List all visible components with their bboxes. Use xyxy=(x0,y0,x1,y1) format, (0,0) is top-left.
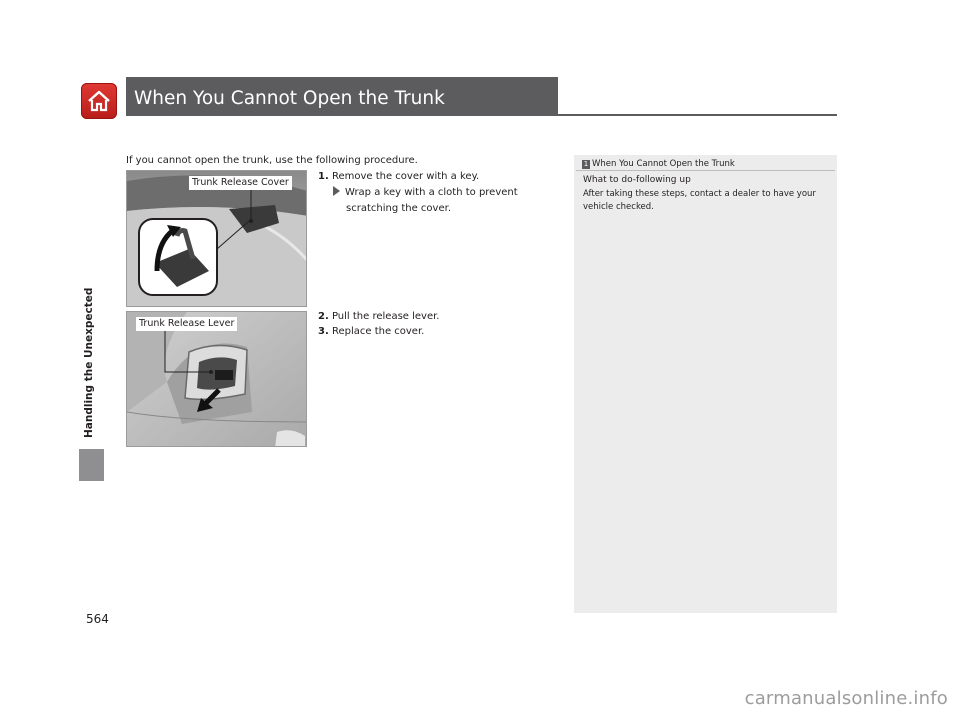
step-2-text: Pull the release lever. xyxy=(331,311,440,322)
note-box xyxy=(574,155,837,613)
page-number: 564 xyxy=(86,612,109,626)
page-title: When You Cannot Open the Trunk xyxy=(134,88,445,109)
watermark: carmanualsonline.info xyxy=(744,688,948,709)
note-heading-text: When You Cannot Open the Trunk xyxy=(592,159,735,169)
note-subheading: What to do-following up xyxy=(583,175,691,185)
substep xyxy=(333,185,518,200)
figure-trunk-release-lever xyxy=(126,311,307,447)
section-tab[interactable] xyxy=(79,449,104,481)
step-2 xyxy=(318,310,440,324)
triangle-arrow-icon xyxy=(333,186,340,196)
trunk-lever-illustration xyxy=(127,312,307,447)
note-divider xyxy=(576,170,835,171)
title-bar xyxy=(126,77,558,115)
intro-text: If you cannot open the trunk, use the following procedure. xyxy=(126,155,418,166)
figure-trunk-release-cover xyxy=(126,170,307,307)
step-1-text: Remove the cover with a key. xyxy=(331,171,480,182)
section-label: Handling the Unexpected xyxy=(83,287,95,438)
step-2-number: 2. xyxy=(318,311,329,322)
step-1-number: 1. xyxy=(318,171,329,182)
substep-line-2: scratching the cover. xyxy=(346,203,451,214)
step-3-text: Replace the cover. xyxy=(331,326,425,337)
substep-line-1: Wrap a key with a cloth to prevent xyxy=(345,187,518,198)
step-3-number: 3. xyxy=(318,326,329,337)
home-button[interactable] xyxy=(81,83,117,119)
note-body: After taking these steps, contact a dealer to have your vehicle checked. xyxy=(583,189,816,212)
note-heading xyxy=(582,159,735,169)
trunk-cover-illustration xyxy=(127,171,307,307)
step-3 xyxy=(318,325,424,339)
title-rule xyxy=(126,114,837,116)
callout-trunk-release-lever: Trunk Release Lever xyxy=(136,317,237,331)
step-1 xyxy=(318,170,479,184)
note-icon: 1 xyxy=(583,159,589,168)
home-icon xyxy=(86,89,112,113)
callout-trunk-release-cover: Trunk Release Cover xyxy=(189,176,292,190)
